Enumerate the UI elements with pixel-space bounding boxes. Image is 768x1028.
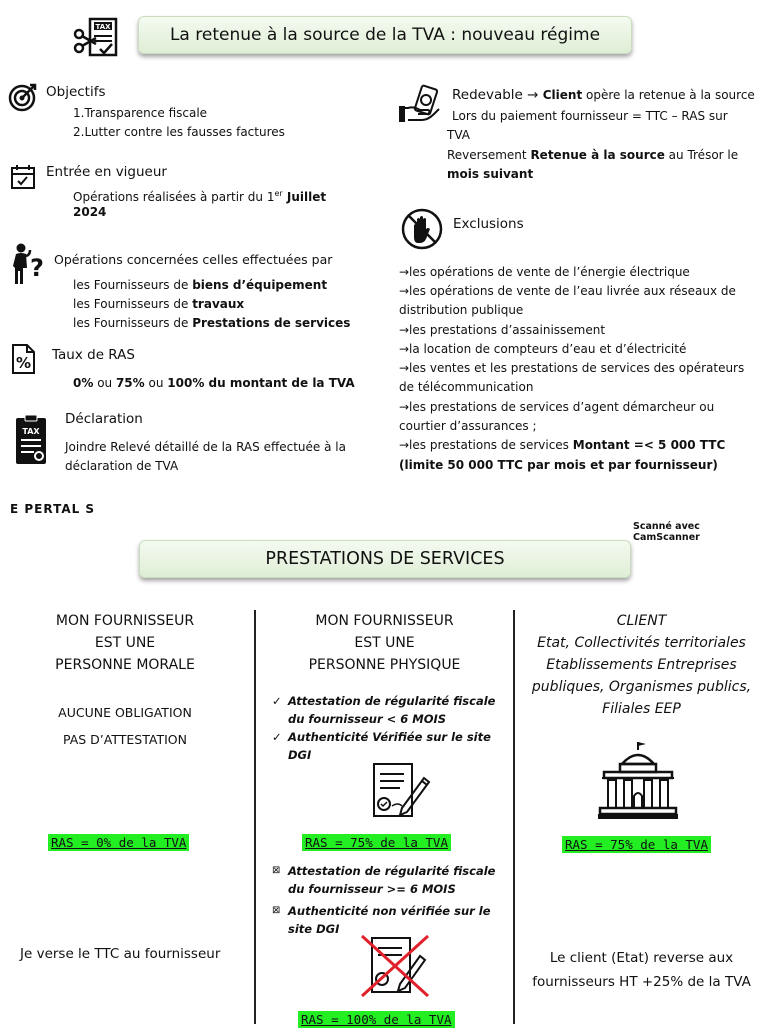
exclusion-line-8: →les prestations de services d’agent démarcheur ou bbox=[399, 400, 715, 414]
col2-check-item-1: ✓ Attestation de régularité fiscale du fournisseur < 6 MOIS bbox=[272, 694, 496, 726]
objectifs-title: Objectifs bbox=[46, 84, 106, 100]
svg-text:%: % bbox=[16, 354, 32, 372]
calendar-icon bbox=[10, 164, 36, 190]
tax-scissors-icon bbox=[72, 16, 124, 62]
exclusions-title: Exclusions bbox=[453, 216, 524, 232]
redevable-line-4: Reversement Retenue à la source au Trésor le bbox=[447, 148, 739, 162]
operations-row-1: les Fournisseurs de biens d’équipement bbox=[73, 278, 328, 292]
exclusion-line-7: de télécommunication bbox=[399, 380, 534, 394]
page-title-banner bbox=[138, 16, 632, 54]
exclusion-line-1: →les opérations de vente de l’énergie électrique bbox=[399, 265, 690, 279]
page-title: La retenue à la source de la TVA : nouveau régime bbox=[169, 25, 601, 45]
exclusion-line-9: courtier d’assurances ; bbox=[399, 419, 537, 433]
redevable-line-2: Lors du paiement fournisseur = TTC – RAS sur bbox=[452, 109, 728, 123]
taux-title: Taux de RAS bbox=[52, 347, 135, 363]
declaration-title: Déclaration bbox=[65, 411, 143, 427]
col1-line-1: AUCUNE OBLIGATION bbox=[58, 705, 192, 720]
government-building-icon bbox=[598, 740, 678, 820]
declaration-line-2: déclaration de TVA bbox=[65, 459, 179, 473]
operations-row-2: les Fournisseurs de travaux bbox=[73, 297, 245, 311]
entree-line-2: 2024 bbox=[73, 205, 107, 219]
exclusion-line-4: →les prestations d’assainissement bbox=[399, 323, 606, 337]
thinking-person-icon bbox=[10, 242, 46, 286]
scanner-watermark: Scanné avec CamScanner bbox=[633, 521, 700, 543]
col1-line-2: PAS D’ATTESTATION bbox=[62, 732, 188, 747]
brand-logo-text: E PERTAL S bbox=[10, 502, 96, 516]
exclusion-line-10: →les prestations de services Montant =< 5 000 TTC bbox=[399, 438, 726, 452]
svg-text:TAX: TAX bbox=[95, 23, 111, 31]
section-title: PRESTATIONS DE SERVICES bbox=[265, 549, 505, 569]
crossed-box-icon: ⊠ bbox=[272, 905, 281, 916]
col1-ras-badge: RAS = 0% de la TVA bbox=[48, 834, 189, 851]
col2-ras-badge-75: RAS = 75% de la TVA bbox=[302, 834, 451, 851]
operations-title: Opérations concernées celles effectuées par bbox=[54, 252, 333, 267]
contract-rejected-icon bbox=[358, 932, 432, 1000]
declaration-line-1: Joindre Relevé détaillé de la RAS effectuée à la bbox=[65, 440, 346, 454]
no-hand-icon bbox=[400, 207, 444, 251]
col3-header: CLIENT Etat, Collectivités territoriales Etablissements Entreprises publiques, Organismes publics, Filiales EEP bbox=[531, 613, 752, 717]
col1-bottom-text: Je verse le TTC au fournisseur bbox=[20, 946, 221, 962]
contract-sign-icon bbox=[370, 760, 434, 822]
redevable-line-3: TVA bbox=[447, 128, 470, 142]
col3-bottom-text: Le client (Etat) reverse aux fournisseurs HT +25% de la TVA bbox=[532, 950, 751, 990]
col1-header: MON FOURNISSEUR EST UNE PERSONNE MORALE bbox=[55, 613, 195, 673]
checkmark-icon: ✓ bbox=[272, 730, 282, 744]
objectif-item-1: 1.Transparence fiscale bbox=[73, 106, 208, 120]
hand-money-icon bbox=[398, 84, 444, 126]
entree-title: Entrée en vigueur bbox=[46, 164, 167, 180]
col2-cross-item-1: ⊠ Attestation de régularité fiscale du fournisseur >= 6 MOIS bbox=[272, 864, 496, 896]
operations-row-3: les Fournisseurs de Prestations de services bbox=[73, 316, 351, 330]
svg-text:?: ? bbox=[30, 254, 44, 282]
exclusion-line-2: →les opérations de vente de l’eau livrée aux réseaux de bbox=[399, 284, 736, 298]
objectif-item-2: 2.Lutter contre les fausses factures bbox=[73, 125, 285, 139]
col2-ras-badge-100: RAS = 100% de la TVA bbox=[298, 1011, 455, 1028]
entree-line-1: Opérations réalisées à partir du 1er Juillet bbox=[73, 189, 327, 204]
exclusion-line-11: (limite 50 000 TTC par mois et par fournisseur) bbox=[399, 458, 718, 472]
checkmark-icon: ✓ bbox=[272, 694, 282, 708]
taux-values: 0% ou 75% ou 100% du montant de la TVA bbox=[73, 376, 355, 390]
percent-document-icon bbox=[10, 343, 38, 375]
exclusion-line-5: →la location de compteurs d’eau et d’électricité bbox=[399, 342, 687, 356]
tax-form-icon bbox=[14, 414, 50, 466]
section-title-banner bbox=[139, 540, 631, 578]
target-icon bbox=[8, 82, 38, 112]
col2-check-item-2: ✓ Authenticité Vérifiée sur le site DGI bbox=[272, 730, 491, 762]
exclusion-line-3: distribution publique bbox=[399, 303, 524, 317]
col2-cross-item-2: ⊠ Authenticité non vérifiée sur le site DGI bbox=[272, 904, 491, 936]
redevable-title: Redevable → Client opère la retenue à la source bbox=[452, 87, 755, 103]
col3-ras-badge: RAS = 75% de la TVA bbox=[562, 836, 711, 853]
exclusion-line-6: →les ventes et les prestations de services des opérateurs bbox=[399, 361, 745, 375]
col2-header: MON FOURNISSEUR EST UNE PERSONNE PHYSIQUE bbox=[308, 613, 461, 673]
crossed-box-icon: ⊠ bbox=[272, 865, 281, 876]
svg-text:TAX: TAX bbox=[22, 427, 40, 436]
redevable-line-5: mois suivant bbox=[447, 167, 534, 181]
